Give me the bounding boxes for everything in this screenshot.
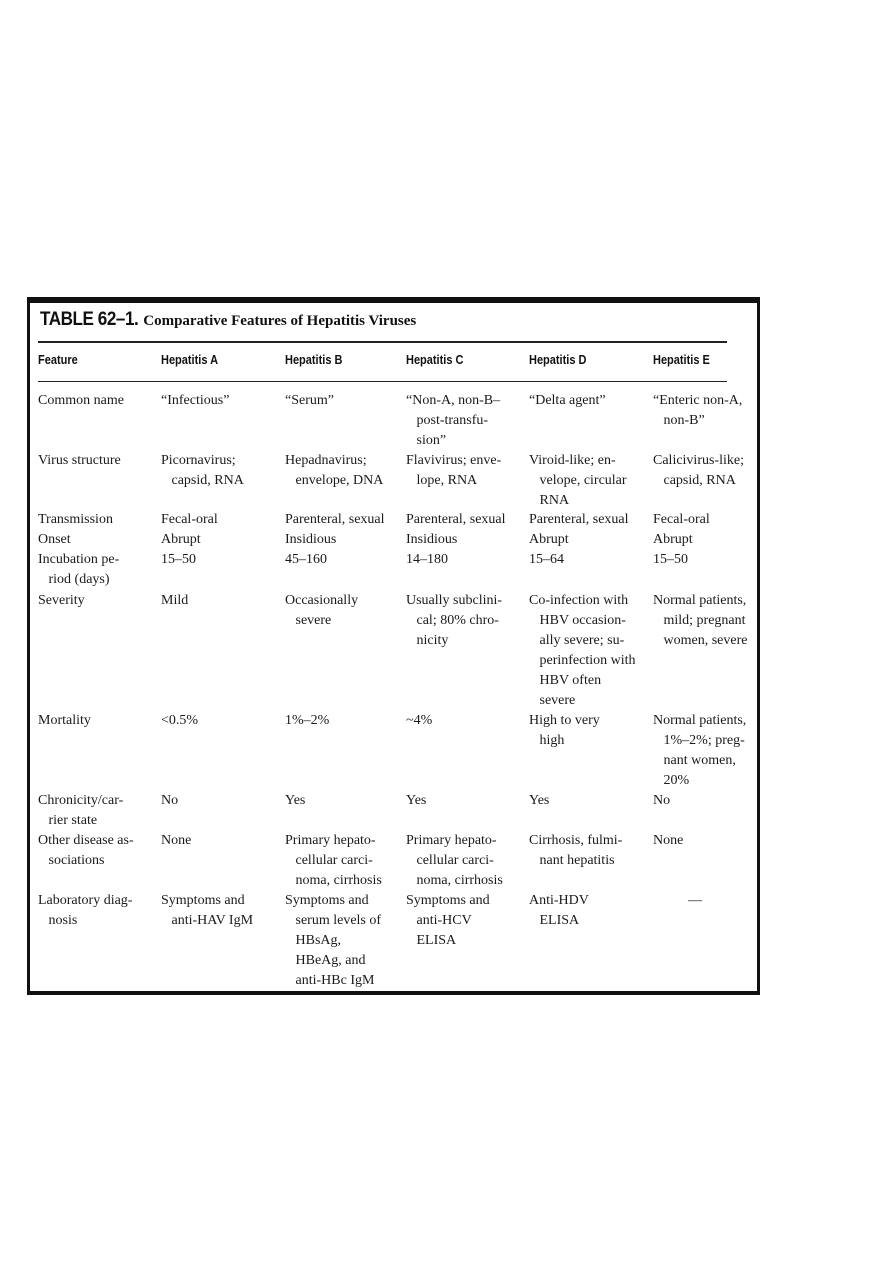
cell-hepatitis-c: Usually subclini- cal; 80% chro- nicity — [406, 593, 503, 648]
cell-hepatitis-b: Occasionally severe — [285, 593, 359, 628]
row-feature: Laboratory diag- nosis — [38, 893, 133, 928]
cell-hepatitis-a: No — [161, 793, 179, 808]
cell-hepatitis-b: Hepadnavirus; envelope, DNA — [285, 453, 384, 488]
cell-hepatitis-d: “Delta agent” — [529, 393, 606, 408]
cell-hepatitis-a: Picornavirus; capsid, RNA — [161, 453, 244, 488]
cell-hepatitis-e: Abrupt — [653, 532, 693, 547]
cell-hepatitis-e: “Enteric non-A, non-B” — [653, 393, 743, 428]
cell-hepatitis-d: 15–64 — [529, 552, 564, 567]
cell-hepatitis-a: None — [161, 833, 192, 848]
cell-hepatitis-d: Abrupt — [529, 532, 569, 547]
cell-hepatitis-d: High to very high — [529, 713, 600, 748]
row-feature: Common name — [38, 393, 124, 408]
cell-hepatitis-d: Parenteral, sexual — [529, 512, 629, 527]
cell-hepatitis-e: None — [653, 833, 684, 848]
cell-hepatitis-b: Primary hepato- cellular carci- noma, cirrhosis — [285, 833, 382, 888]
cell-hepatitis-d: Co-infection with HBV occasion- ally severe; su- perinfection with HBV often severe — [529, 593, 636, 708]
cell-hepatitis-c: Flavivirus; enve- lope, RNA — [406, 453, 502, 488]
cell-hepatitis-a: Abrupt — [161, 532, 201, 547]
row-feature: Other disease as- sociations — [38, 833, 134, 868]
top-rule — [38, 341, 727, 343]
cell-hepatitis-b: Symptoms and serum levels of HBsAg, HBeAg, and anti-HBc IgM — [285, 893, 382, 988]
cell-hepatitis-a: 15–50 — [161, 552, 196, 567]
table-caption — [40, 309, 416, 331]
cell-hepatitis-a: “Infectious” — [161, 393, 230, 408]
cell-hepatitis-c: “Non-A, non-B– post-transfu- sion” — [406, 393, 501, 448]
row-feature: Onset — [38, 532, 71, 547]
cell-hepatitis-b: Yes — [285, 793, 306, 808]
cell-hepatitis-d: Yes — [529, 793, 550, 808]
header-hepatitis-d: Hepatitis D — [529, 353, 587, 367]
table-title: Comparative Features of Hepatitis Viruses — [143, 313, 417, 329]
cell-hepatitis-d: Cirrhosis, fulmi- nant hepatitis — [529, 833, 623, 868]
header-hepatitis-c: Hepatitis C — [406, 353, 464, 367]
row-feature: Severity — [38, 593, 85, 608]
cell-hepatitis-c: ~4% — [406, 713, 433, 728]
row-feature: Virus structure — [38, 453, 121, 468]
header-hepatitis-a: Hepatitis A — [161, 353, 219, 367]
table-number: TABLE 62–1. — [40, 309, 139, 330]
hepatitis-table — [27, 297, 760, 995]
cell-hepatitis-d: Viroid-like; en- velope, circular RNA — [529, 453, 627, 508]
cell-hepatitis-b: 1%–2% — [285, 713, 330, 728]
cell-hepatitis-a: <0.5% — [161, 713, 199, 728]
cell-hepatitis-e: Normal patients, 1%–2%; preg- nant women, 20% — [653, 713, 747, 788]
header-rule — [38, 381, 727, 382]
cell-hepatitis-e: 15–50 — [653, 552, 688, 567]
header-feature: Feature — [38, 353, 78, 367]
cell-hepatitis-c: Primary hepato- cellular carci- noma, cirrhosis — [406, 833, 503, 888]
cell-hepatitis-e: Calicivirus-like; capsid, RNA — [653, 453, 744, 488]
cell-hepatitis-c: Symptoms and anti-HCV ELISA — [406, 893, 490, 948]
cell-hepatitis-e: Fecal-oral — [653, 512, 710, 527]
row-feature: Incubation pe- riod (days) — [38, 552, 120, 587]
cell-hepatitis-a: Mild — [161, 593, 189, 608]
cell-hepatitis-b: “Serum” — [285, 393, 334, 408]
cell-hepatitis-e: Normal patients, mild; pregnant women, severe — [653, 593, 748, 648]
cell-hepatitis-b: Parenteral, sexual — [285, 512, 385, 527]
cell-hepatitis-b: 45–160 — [285, 552, 327, 567]
row-feature: Chronicity/car- rier state — [38, 793, 124, 828]
cell-hepatitis-c: 14–180 — [406, 552, 448, 567]
row-feature: Mortality — [38, 713, 91, 728]
row-feature: Transmission — [38, 512, 113, 527]
cell-hepatitis-c: Insidious — [406, 532, 458, 547]
cell-hepatitis-a: Symptoms and anti-HAV IgM — [161, 893, 254, 928]
cell-hepatitis-e: No — [653, 793, 671, 808]
cell-hepatitis-b: Insidious — [285, 532, 337, 547]
header-hepatitis-b: Hepatitis B — [285, 353, 343, 367]
cell-hepatitis-a: Fecal-oral — [161, 512, 218, 527]
cell-hepatitis-d: Anti-HDV ELISA — [529, 893, 589, 928]
cell-hepatitis-c: Parenteral, sexual — [406, 512, 506, 527]
cell-hepatitis-c: Yes — [406, 793, 427, 808]
header-hepatitis-e: Hepatitis E — [653, 353, 710, 367]
cell-hepatitis-e: — — [653, 893, 702, 908]
